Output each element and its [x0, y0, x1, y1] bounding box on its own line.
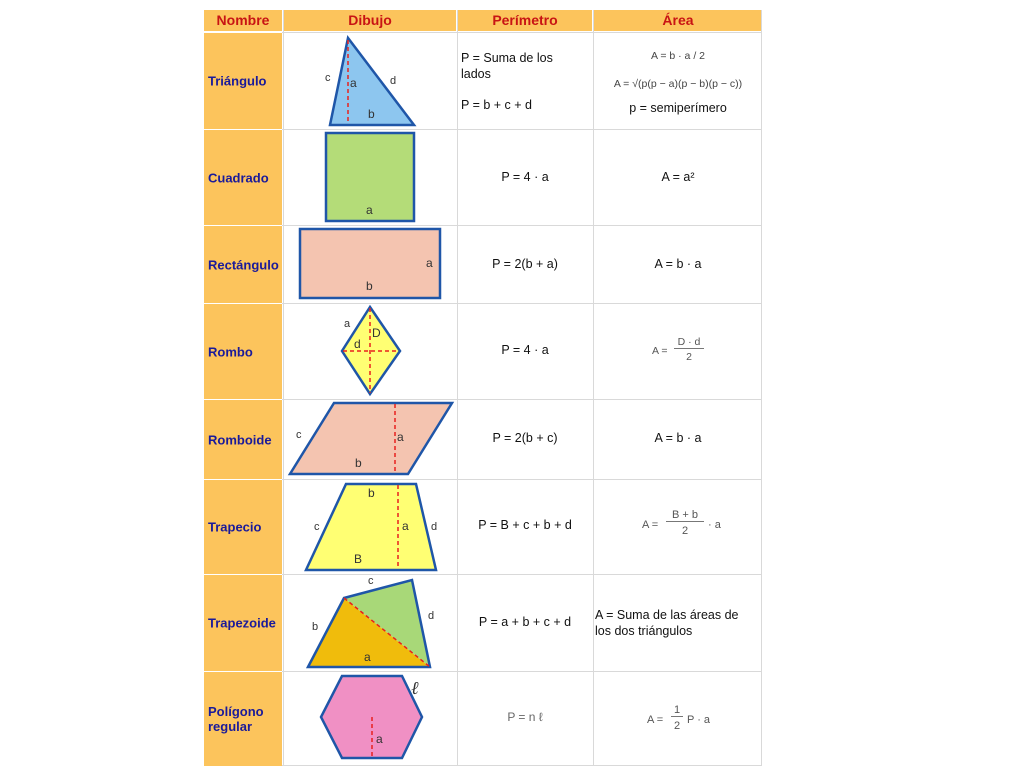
area-suffix: P · a [687, 714, 711, 726]
label-l: ℓ [411, 678, 419, 699]
label-c: c [314, 521, 320, 533]
label-b: b [355, 456, 362, 470]
label-a: a [366, 203, 373, 217]
row-name: Romboide [208, 432, 272, 447]
area-numerator: 1 [671, 704, 683, 717]
perimeter-line1: P = Suma de los [461, 51, 553, 65]
label-a: a [402, 519, 409, 533]
label-B: B [354, 552, 363, 566]
perimeter-line2: lados [461, 67, 491, 81]
area-denominator: 2 [681, 525, 689, 537]
header-area: Área [594, 10, 762, 31]
label-a: a [397, 430, 404, 444]
row-name: Trapecio [208, 519, 262, 535]
row-name: Cuadrado [208, 170, 269, 185]
label-b: b [368, 486, 375, 500]
label-c: c [325, 72, 331, 84]
header-perimetro: Perímetro [458, 10, 592, 31]
row-name-line2: regular [208, 719, 253, 734]
perimeter-triangulo [461, 50, 553, 82]
area-trapezoide [595, 607, 739, 639]
label-c: c [368, 575, 374, 587]
label-b: b [312, 621, 319, 633]
row-name: Rectángulo [208, 257, 279, 272]
area-cuadrado: A = a² [661, 170, 695, 184]
area-numerator: B + b [666, 509, 704, 522]
area-denominator: 2 [686, 351, 692, 363]
label-d: d [431, 521, 438, 533]
drawings [204, 10, 762, 766]
row-name-line1: Polígono [208, 704, 264, 719]
header-dibujo: Dibujo [284, 10, 456, 31]
perimeter-trapezoide: P = a + b + c + d [478, 615, 572, 629]
label-d: d [428, 610, 435, 622]
label-b: b [366, 279, 373, 293]
label-b: b [368, 107, 375, 121]
label-a: a [426, 256, 433, 270]
area-romboide: A = b · a [654, 431, 702, 445]
area-triangulo-line2: A = √(p(p − a)(p − b)(p − c)) [613, 78, 743, 90]
label-D: D [372, 326, 381, 340]
area-triangulo-line1: A = b · a / 2 [651, 50, 705, 62]
perimeter-romboide: P = 2(b + c) [492, 431, 558, 445]
perimeter-cuadrado: P = 4 · a [501, 170, 549, 184]
area-prefix: A = [647, 714, 664, 726]
perimeter-trapecio: P = B + c + b + d [478, 518, 572, 532]
label-a: a [364, 650, 371, 664]
label-a: a [350, 76, 357, 90]
label-d: d [354, 337, 361, 351]
area-line2: los dos triángulos [595, 624, 693, 638]
area-triangulo-note: p = semiperímero [629, 101, 727, 115]
romboide-shape [290, 403, 452, 474]
label-a: a [344, 318, 351, 330]
perimeter-formula-triangulo: P = b + c + d [461, 98, 533, 112]
area-suffix: · a [708, 519, 721, 531]
formulas-table [204, 10, 762, 766]
row-name: Rombo [208, 344, 253, 359]
area-rectangulo: A = b · a [654, 257, 702, 271]
label-d: d [390, 75, 397, 87]
label-a: a [376, 732, 383, 746]
perimeter-rombo: P = 4 · a [501, 343, 549, 357]
perimeter-poligono: P = n ℓ [507, 710, 543, 724]
label-c: c [296, 429, 302, 441]
area-prefix: A = [642, 519, 659, 531]
row-name: Trapezoide [208, 615, 276, 631]
area-denominator: 2 [673, 720, 681, 732]
area-line1: A = Suma de las áreas de [595, 608, 739, 622]
area-numerator: D · d [674, 336, 704, 349]
row-name: Triángulo [208, 73, 267, 89]
perimeter-rectangulo: P = 2(b + a) [492, 257, 558, 271]
header-nombre: Nombre [204, 10, 282, 31]
area-prefix: A = [652, 345, 668, 357]
